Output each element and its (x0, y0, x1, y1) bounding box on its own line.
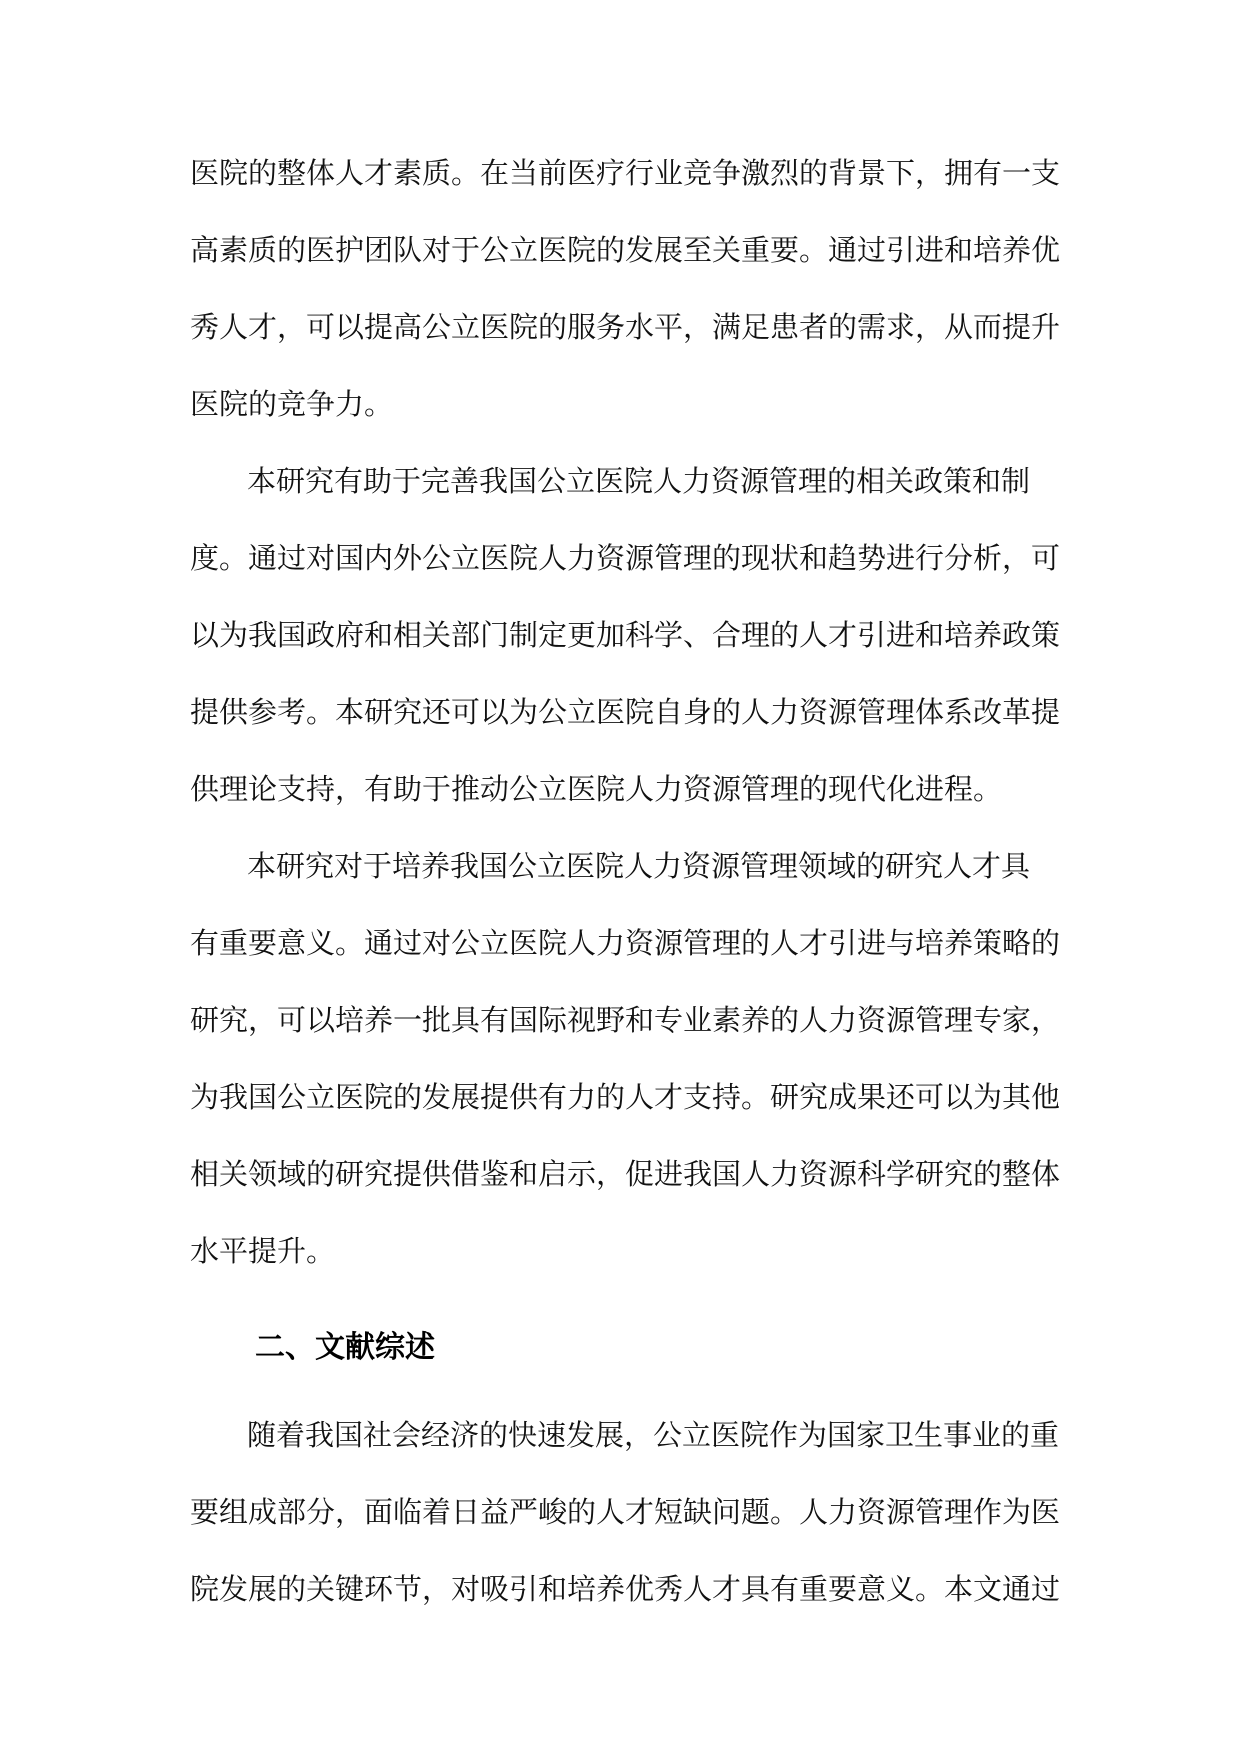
paragraph-1-line-2: 高素质的医护团队对于公立医院的发展至关重要。通过引进和培养优 (190, 233, 1061, 267)
section-heading: 二、文献综述 (255, 1330, 435, 1365)
paragraph-4-line-2: 要组成部分，面临着日益严峻的人才短缺问题。人力资源管理作为医 (190, 1495, 1061, 1529)
paragraph-2-line-2: 度。通过对国内外公立医院人力资源管理的现状和趋势进行分析，可 (190, 541, 1061, 575)
paragraph-3-line-2: 有重要意义。通过对公立医院人力资源管理的人才引进与培养策略的 (190, 926, 1061, 960)
paragraph-2-line-4: 提供参考。本研究还可以为公立医院自身的人力资源管理体系改革提 (190, 695, 1061, 729)
paragraph-4-line-3: 院发展的关键环节，对吸引和培养优秀人才具有重要意义。本文通过 (190, 1572, 1061, 1606)
paragraph-1-line-3: 秀人才，可以提高公立医院的服务水平，满足患者的需求，从而提升 (190, 310, 1061, 344)
paragraph-2-line-1: 本研究有助于完善我国公立医院人力资源管理的相关政策和制 (247, 464, 1031, 498)
paragraph-1-line-4: 医院的竞争力。 (190, 387, 394, 421)
paragraph-4-line-1: 随着我国社会经济的快速发展，公立医院作为国家卫生事业的重 (247, 1418, 1060, 1452)
paragraph-2-line-5: 供理论支持，有助于推动公立医院人力资源管理的现代化进程。 (190, 772, 1003, 806)
paragraph-3-line-3: 研究，可以培养一批具有国际视野和专业素养的人力资源管理专家， (190, 1003, 1061, 1037)
paragraph-3-line-6: 水平提升。 (190, 1234, 336, 1268)
paragraph-3-line-4: 为我国公立医院的发展提供有力的人才支持。研究成果还可以为其他 (190, 1080, 1061, 1114)
paragraph-3-line-1: 本研究对于培养我国公立医院人力资源管理领域的研究人才具 (247, 849, 1031, 883)
paragraph-1-line-1: 医院的整体人才素质。在当前医疗行业竞争激烈的背景下，拥有一支 (190, 156, 1061, 190)
paragraph-2-line-3: 以为我国政府和相关部门制定更加科学、合理的人才引进和培养政策 (190, 618, 1061, 652)
paragraph-3-line-5: 相关领域的研究提供借鉴和启示，促进我国人力资源科学研究的整体 (190, 1157, 1061, 1191)
